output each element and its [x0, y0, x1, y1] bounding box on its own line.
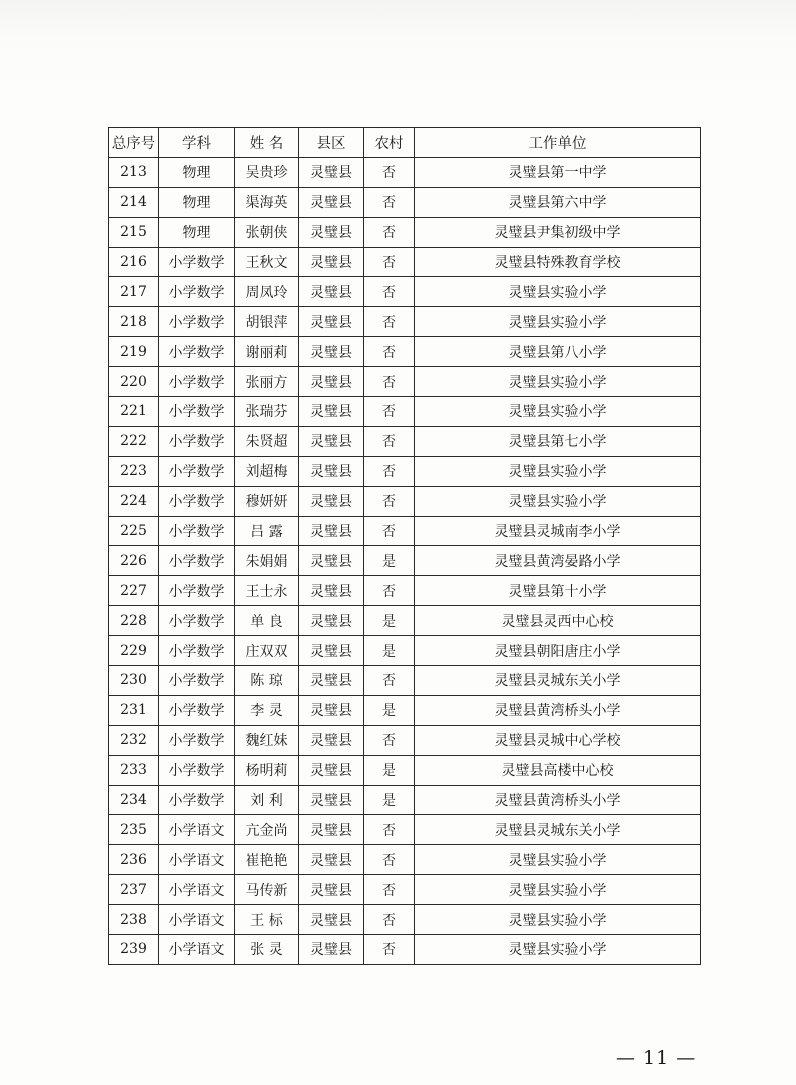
cell-rural: 否: [364, 666, 415, 696]
cell-serial-number: 216: [109, 247, 159, 277]
cell-rural: 否: [364, 397, 415, 427]
table-row: [109, 456, 701, 486]
cell-name: 马传新: [235, 875, 299, 905]
cell-county: 灵璧县: [299, 785, 364, 815]
table-row: [109, 397, 701, 427]
cell-work-unit: 灵璧县特殊教育学校: [415, 247, 701, 277]
cell-subject: 小学数学: [159, 576, 235, 606]
table-row: [109, 426, 701, 456]
cell-name: 杨明莉: [235, 755, 299, 785]
cell-rural: 否: [364, 426, 415, 456]
cell-serial-number: 234: [109, 785, 159, 815]
table-row: [109, 935, 701, 965]
cell-rural: 否: [364, 277, 415, 307]
cell-rural: 否: [364, 157, 415, 187]
cell-serial-number: 214: [109, 187, 159, 217]
cell-name: 刘 利: [235, 785, 299, 815]
cell-rural: 否: [364, 367, 415, 397]
cell-county: 灵璧县: [299, 486, 364, 516]
cell-serial-number: 236: [109, 845, 159, 875]
cell-county: 灵璧县: [299, 845, 364, 875]
cell-subject: 小学数学: [159, 636, 235, 666]
cell-county: 灵璧县: [299, 695, 364, 725]
table-row: [109, 277, 701, 307]
cell-rural: 否: [364, 247, 415, 277]
cell-rural: 是: [364, 546, 415, 576]
cell-work-unit: 灵璧县第七小学: [415, 426, 701, 456]
cell-subject: 物理: [159, 157, 235, 187]
cell-name: 朱娟娟: [235, 546, 299, 576]
cell-subject: 小学语文: [159, 905, 235, 935]
cell-serial-number: 238: [109, 905, 159, 935]
cell-work-unit: 灵璧县黄湾晏路小学: [415, 546, 701, 576]
cell-subject: 小学数学: [159, 337, 235, 367]
cell-county: 灵璧县: [299, 875, 364, 905]
cell-work-unit: 灵璧县实验小学: [415, 486, 701, 516]
cell-serial-number: 222: [109, 426, 159, 456]
cell-work-unit: 灵璧县高楼中心校: [415, 755, 701, 785]
cell-serial-number: 239: [109, 935, 159, 965]
cell-county: 灵璧县: [299, 307, 364, 337]
cell-county: 灵璧县: [299, 367, 364, 397]
table-row: [109, 845, 701, 875]
cell-serial-number: 215: [109, 217, 159, 247]
cell-subject: 小学语文: [159, 845, 235, 875]
cell-work-unit: 灵璧县实验小学: [415, 307, 701, 337]
table-row: [109, 307, 701, 337]
table-row: [109, 157, 701, 187]
cell-work-unit: 灵璧县实验小学: [415, 456, 701, 486]
cell-rural: 是: [364, 695, 415, 725]
cell-county: 灵璧县: [299, 666, 364, 696]
cell-work-unit: 灵璧县第八小学: [415, 337, 701, 367]
cell-serial-number: 220: [109, 367, 159, 397]
cell-serial-number: 224: [109, 486, 159, 516]
cell-serial-number: 233: [109, 755, 159, 785]
cell-serial-number: 223: [109, 456, 159, 486]
cell-serial-number: 225: [109, 516, 159, 546]
table-row: [109, 785, 701, 815]
cell-county: 灵璧县: [299, 187, 364, 217]
cell-rural: 否: [364, 576, 415, 606]
cell-work-unit: 灵璧县实验小学: [415, 397, 701, 427]
cell-rural: 否: [364, 217, 415, 247]
cell-subject: 小学数学: [159, 725, 235, 755]
cell-name: 单 良: [235, 606, 299, 636]
table-row: [109, 486, 701, 516]
header-rural: 农村: [364, 128, 415, 158]
table-row: [109, 516, 701, 546]
cell-rural: 否: [364, 845, 415, 875]
cell-county: 灵璧县: [299, 815, 364, 845]
cell-subject: 小学数学: [159, 247, 235, 277]
cell-rural: 否: [364, 337, 415, 367]
cell-rural: 否: [364, 905, 415, 935]
cell-rural: 否: [364, 486, 415, 516]
cell-rural: 否: [364, 815, 415, 845]
cell-subject: 小学数学: [159, 277, 235, 307]
cell-work-unit: 灵璧县灵城东关小学: [415, 666, 701, 696]
cell-rural: 否: [364, 307, 415, 337]
cell-rural: 是: [364, 606, 415, 636]
cell-rural: 否: [364, 725, 415, 755]
header-subject: 学科: [159, 128, 235, 158]
cell-name: 胡银萍: [235, 307, 299, 337]
cell-work-unit: 灵璧县实验小学: [415, 845, 701, 875]
cell-work-unit: 灵璧县第十小学: [415, 576, 701, 606]
roster-table: [108, 127, 701, 965]
cell-work-unit: 灵璧县实验小学: [415, 367, 701, 397]
header-work-unit: 工作单位: [415, 128, 701, 158]
header-serial-number: 总序号: [109, 128, 159, 158]
cell-serial-number: 230: [109, 666, 159, 696]
cell-subject: 小学语文: [159, 815, 235, 845]
cell-name: 张 灵: [235, 935, 299, 965]
cell-name: 庄双双: [235, 636, 299, 666]
cell-serial-number: 228: [109, 606, 159, 636]
cell-name: 谢丽莉: [235, 337, 299, 367]
cell-rural: 否: [364, 516, 415, 546]
cell-subject: 小学数学: [159, 486, 235, 516]
header-county: 县区: [299, 128, 364, 158]
cell-work-unit: 灵璧县实验小学: [415, 905, 701, 935]
cell-county: 灵璧县: [299, 905, 364, 935]
table-row: [109, 755, 701, 785]
cell-county: 灵璧县: [299, 247, 364, 277]
cell-subject: 小学数学: [159, 307, 235, 337]
cell-name: 穆妍妍: [235, 486, 299, 516]
cell-work-unit: 灵璧县灵城中心学校: [415, 725, 701, 755]
cell-subject: 物理: [159, 187, 235, 217]
cell-subject: 小学数学: [159, 755, 235, 785]
cell-work-unit: 灵璧县黄湾桥头小学: [415, 785, 701, 815]
cell-rural: 否: [364, 456, 415, 486]
cell-work-unit: 灵璧县灵西中心校: [415, 606, 701, 636]
cell-subject: 小学数学: [159, 695, 235, 725]
cell-work-unit: 灵璧县实验小学: [415, 935, 701, 965]
cell-name: 刘超梅: [235, 456, 299, 486]
cell-county: 灵璧县: [299, 755, 364, 785]
cell-serial-number: 219: [109, 337, 159, 367]
cell-county: 灵璧县: [299, 157, 364, 187]
cell-name: 李 灵: [235, 695, 299, 725]
cell-rural: 是: [364, 785, 415, 815]
cell-name: 吕 露: [235, 516, 299, 546]
cell-serial-number: 231: [109, 695, 159, 725]
cell-serial-number: 221: [109, 397, 159, 427]
cell-subject: 物理: [159, 217, 235, 247]
cell-county: 灵璧县: [299, 725, 364, 755]
cell-name: 张瑞芬: [235, 397, 299, 427]
cell-work-unit: 灵璧县灵城南李小学: [415, 516, 701, 546]
table-row: [109, 187, 701, 217]
cell-serial-number: 235: [109, 815, 159, 845]
cell-serial-number: 213: [109, 157, 159, 187]
cell-county: 灵璧县: [299, 426, 364, 456]
table-row: [109, 725, 701, 755]
cell-name: 吴贵珍: [235, 157, 299, 187]
cell-name: 陈 琼: [235, 666, 299, 696]
cell-county: 灵璧县: [299, 277, 364, 307]
cell-work-unit: 灵璧县黄湾桥头小学: [415, 695, 701, 725]
cell-county: 灵璧县: [299, 516, 364, 546]
cell-subject: 小学语文: [159, 935, 235, 965]
cell-subject: 小学数学: [159, 606, 235, 636]
table-row: [109, 875, 701, 905]
cell-county: 灵璧县: [299, 636, 364, 666]
cell-name: 魏红妹: [235, 725, 299, 755]
cell-county: 灵璧县: [299, 935, 364, 965]
cell-work-unit: 灵璧县朝阳唐庄小学: [415, 636, 701, 666]
cell-work-unit: 灵璧县第一中学: [415, 157, 701, 187]
cell-name: 渠海英: [235, 187, 299, 217]
table-row: [109, 546, 701, 576]
cell-work-unit: 灵璧县尹集初级中学: [415, 217, 701, 247]
cell-subject: 小学数学: [159, 785, 235, 815]
cell-rural: 否: [364, 935, 415, 965]
cell-work-unit: 灵璧县灵城东关小学: [415, 815, 701, 845]
cell-name: 王士永: [235, 576, 299, 606]
table-row: [109, 606, 701, 636]
cell-county: 灵璧县: [299, 397, 364, 427]
cell-subject: 小学数学: [159, 666, 235, 696]
table-row: [109, 695, 701, 725]
table-row: [109, 576, 701, 606]
cell-serial-number: 232: [109, 725, 159, 755]
cell-work-unit: 灵璧县实验小学: [415, 875, 701, 905]
table-row: [109, 367, 701, 397]
cell-subject: 小学数学: [159, 546, 235, 576]
table-row: [109, 815, 701, 845]
cell-subject: 小学数学: [159, 426, 235, 456]
cell-county: 灵璧县: [299, 456, 364, 486]
cell-name: 亢金尚: [235, 815, 299, 845]
cell-serial-number: 237: [109, 875, 159, 905]
table-row: [109, 217, 701, 247]
cell-county: 灵璧县: [299, 337, 364, 367]
table-row: [109, 247, 701, 277]
cell-name: 张丽方: [235, 367, 299, 397]
cell-name: 王 标: [235, 905, 299, 935]
cell-county: 灵璧县: [299, 576, 364, 606]
cell-serial-number: 227: [109, 576, 159, 606]
table-body: [109, 157, 701, 964]
cell-serial-number: 226: [109, 546, 159, 576]
cell-name: 崔艳艳: [235, 845, 299, 875]
table-header-row: [109, 128, 701, 158]
cell-name: 朱贤超: [235, 426, 299, 456]
table-row: [109, 905, 701, 935]
cell-name: 周凤玲: [235, 277, 299, 307]
cell-subject: 小学数学: [159, 397, 235, 427]
cell-county: 灵璧县: [299, 606, 364, 636]
cell-name: 张朝侠: [235, 217, 299, 247]
cell-serial-number: 217: [109, 277, 159, 307]
cell-work-unit: 灵璧县实验小学: [415, 277, 701, 307]
page-number: — 11 —: [616, 1047, 697, 1069]
cell-subject: 小学数学: [159, 367, 235, 397]
cell-county: 灵璧县: [299, 217, 364, 247]
table-row: [109, 666, 701, 696]
cell-serial-number: 218: [109, 307, 159, 337]
cell-rural: 是: [364, 755, 415, 785]
cell-subject: 小学语文: [159, 875, 235, 905]
cell-work-unit: 灵璧县第六中学: [415, 187, 701, 217]
cell-subject: 小学数学: [159, 516, 235, 546]
cell-rural: 否: [364, 875, 415, 905]
header-name: 姓 名: [235, 128, 299, 158]
cell-subject: 小学数学: [159, 456, 235, 486]
cell-county: 灵璧县: [299, 546, 364, 576]
table-row: [109, 636, 701, 666]
cell-serial-number: 229: [109, 636, 159, 666]
cell-rural: 是: [364, 636, 415, 666]
cell-rural: 否: [364, 187, 415, 217]
cell-name: 王秋文: [235, 247, 299, 277]
table-row: [109, 337, 701, 367]
